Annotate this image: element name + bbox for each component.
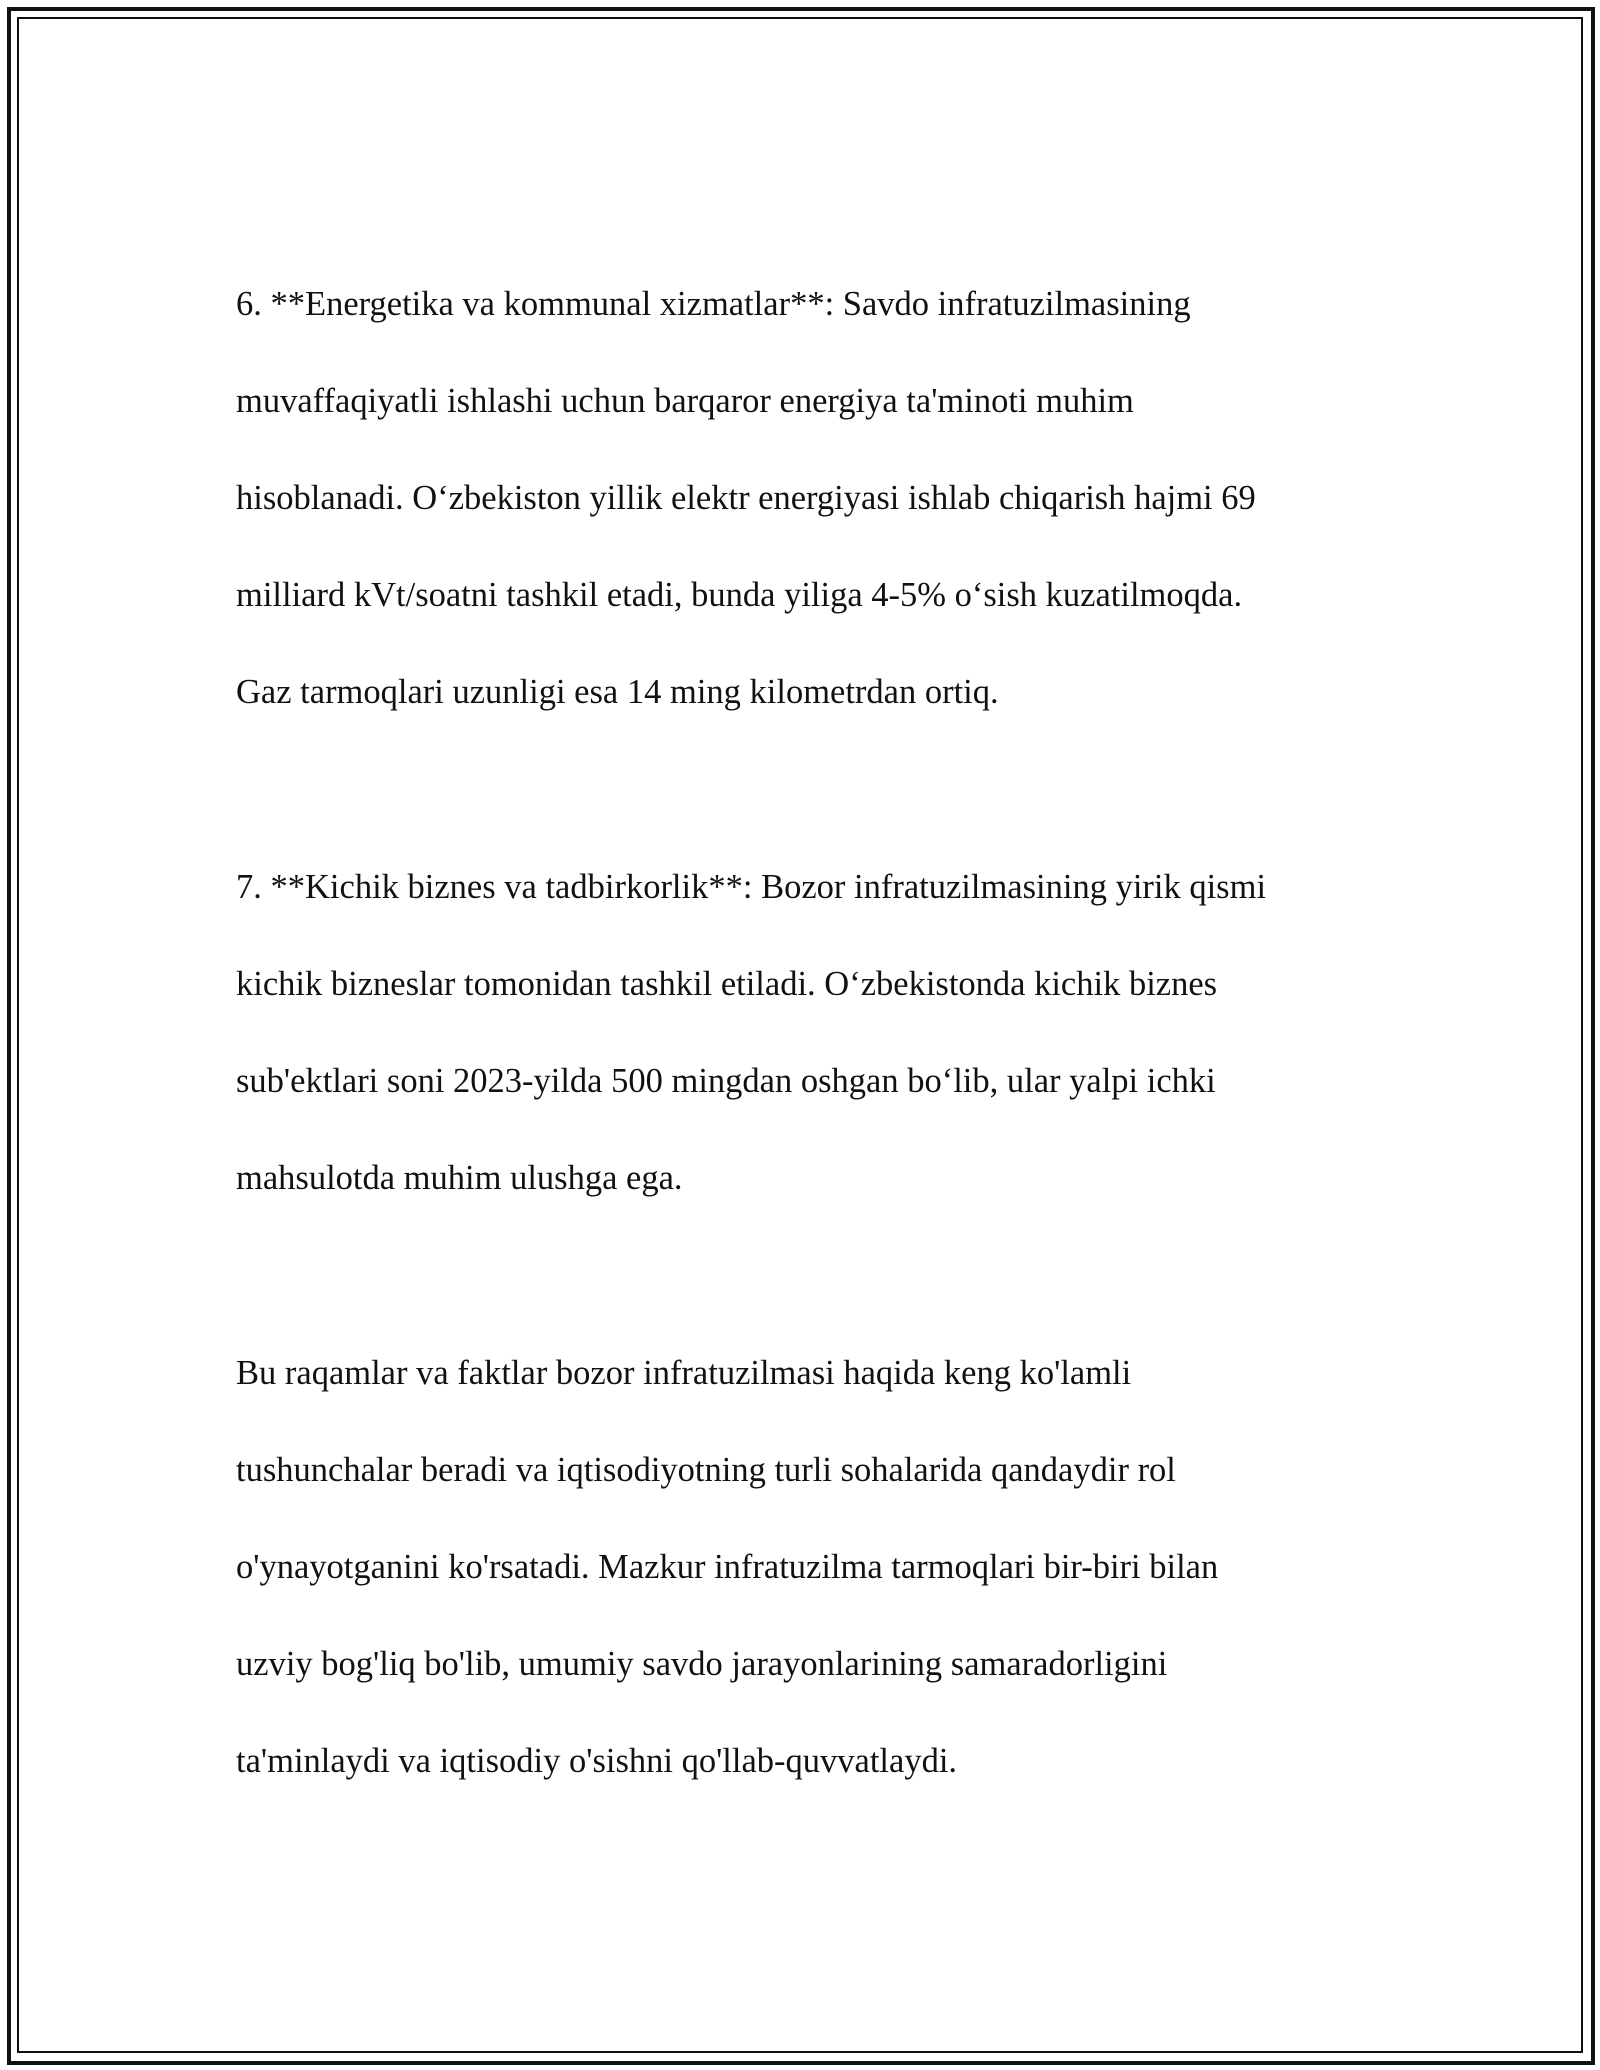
text-line: uzviy bog'liq bo'lib, umumiy savdo jarayonlarining samaradorligini: [236, 1645, 1168, 1684]
paragraph-kichik-biznes: [236, 814, 1366, 1251]
text-line: 6. **Energetika va kommunal xizmatlar**: Savdo infratuzilmasining: [236, 284, 1191, 323]
text-line: tushunchalar beradi va iqtisodiyotning turli sohalarida qandaydir rol: [236, 1450, 1176, 1489]
text-line: milliard kVt/soatni tashkil etadi, bunda yiliga 4-5% o‘sish kuzatilmoqda.: [236, 576, 1243, 615]
text-line: muvaffaqiyatli ishlashi uchun barqaror energiya ta'minoti muhim: [236, 381, 1134, 420]
text-line: kichik bizneslar tomonidan tashkil etiladi. O‘zbekistonda kichik biznes: [236, 964, 1218, 1003]
text-line: ta'minlaydi va iqtisodiy o'sishni qo'llab-quvvatlaydi.: [236, 1742, 958, 1781]
paragraph-conclusion: [236, 1300, 1366, 1835]
document-body: [236, 231, 1366, 1883]
text-line: mahsulotda muhim ulushga ega.: [236, 1159, 683, 1198]
paragraph-energetika: [236, 231, 1366, 766]
text-line: o'ynayotganini ko'rsatadi. Mazkur infratuzilma tarmoqlari bir-biri bilan: [236, 1548, 1219, 1587]
text-line: Gaz tarmoqlari uzunligi esa 14 ming kilometrdan ortiq.: [236, 673, 999, 712]
text-line: sub'ektlari soni 2023-yilda 500 mingdan oshgan bo‘lib, ular yalpi ichki: [236, 1062, 1216, 1101]
text-line: hisoblanadi. O‘zbekiston yillik elektr energiyasi ishlab chiqarish hajmi 69: [236, 478, 1256, 517]
text-line: 7. **Kichik biznes va tadbirkorlik**: Bozor infratuzilmasining yirik qismi: [236, 867, 1267, 906]
text-line: Bu raqamlar va faktlar bozor infratuzilmasi haqida keng ko'lamli: [236, 1353, 1132, 1392]
